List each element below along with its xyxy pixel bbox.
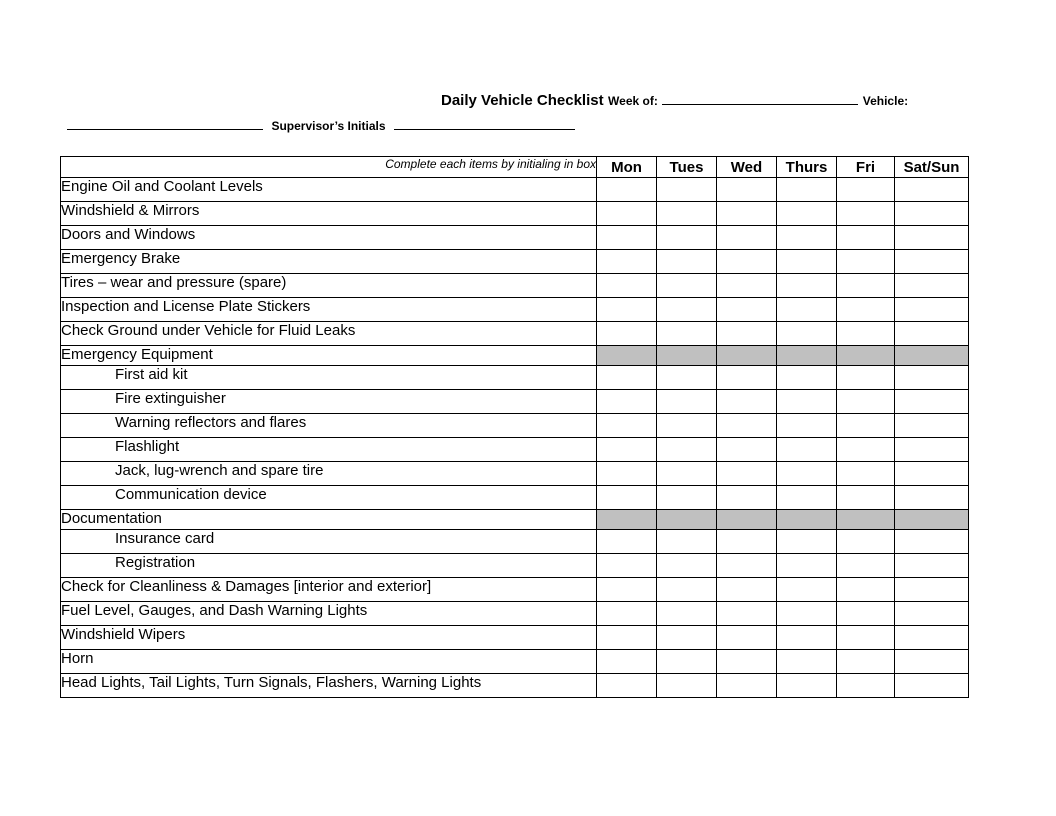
shaded-cell: [717, 510, 777, 530]
initial-box[interactable]: [717, 674, 777, 698]
initial-box[interactable]: [597, 554, 657, 578]
checklist-row: [61, 250, 969, 274]
initial-box[interactable]: [837, 366, 895, 390]
checklist-table: [60, 156, 969, 698]
initial-box[interactable]: [777, 366, 837, 390]
initial-box[interactable]: [895, 390, 969, 414]
checklist-row: [61, 298, 969, 322]
initial-box[interactable]: [837, 578, 895, 602]
initial-box[interactable]: [717, 274, 777, 298]
initial-box[interactable]: [597, 298, 657, 322]
checklist-row: [61, 626, 969, 650]
initial-box[interactable]: [717, 390, 777, 414]
initial-box[interactable]: [837, 322, 895, 346]
supervisor-initials-label: Supervisor’s Initials: [271, 119, 386, 133]
initial-box[interactable]: [597, 626, 657, 650]
initial-box[interactable]: [777, 178, 837, 202]
initial-box[interactable]: [777, 578, 837, 602]
initial-box[interactable]: [657, 274, 717, 298]
initial-box[interactable]: [895, 226, 969, 250]
initial-box[interactable]: [717, 250, 777, 274]
shaded-cell: [777, 510, 837, 530]
initial-box[interactable]: [777, 414, 837, 438]
shaded-cell: [657, 510, 717, 530]
item-label: Emergency Brake: [61, 250, 597, 274]
item-label: Fire extinguisher: [61, 390, 597, 414]
initial-box[interactable]: [837, 226, 895, 250]
section-row: [61, 346, 969, 366]
section-label: Documentation: [61, 510, 597, 530]
initial-box[interactable]: [657, 178, 717, 202]
initial-box[interactable]: [597, 414, 657, 438]
vehicle-label: Vehicle:: [862, 94, 909, 108]
initial-box[interactable]: [777, 390, 837, 414]
initial-box[interactable]: [777, 322, 837, 346]
initial-box[interactable]: [597, 322, 657, 346]
shaded-cell: [837, 346, 895, 366]
initial-box[interactable]: [597, 178, 657, 202]
item-label: Jack, lug-wrench and spare tire: [61, 462, 597, 486]
initial-box[interactable]: [597, 530, 657, 554]
initial-box[interactable]: [895, 322, 969, 346]
shaded-cell: [597, 346, 657, 366]
initial-box[interactable]: [895, 438, 969, 462]
item-label: Registration: [61, 554, 597, 578]
initial-box[interactable]: [777, 530, 837, 554]
initial-box[interactable]: [657, 602, 717, 626]
initial-box[interactable]: [837, 250, 895, 274]
item-label: First aid kit: [61, 366, 597, 390]
checklist-row: [61, 578, 969, 602]
initial-box[interactable]: [895, 486, 969, 510]
initial-box[interactable]: [837, 602, 895, 626]
initial-box[interactable]: [597, 650, 657, 674]
initial-box[interactable]: [895, 414, 969, 438]
shaded-cell: [895, 346, 969, 366]
shaded-cell: [837, 510, 895, 530]
initial-box[interactable]: [777, 554, 837, 578]
initial-box[interactable]: [657, 626, 717, 650]
item-label: Warning reflectors and flares: [61, 414, 597, 438]
initial-box[interactable]: [777, 438, 837, 462]
day-header-tues: Tues: [657, 157, 717, 178]
initial-box[interactable]: [657, 226, 717, 250]
initial-box[interactable]: [597, 438, 657, 462]
initial-box[interactable]: [895, 530, 969, 554]
initial-box[interactable]: [895, 250, 969, 274]
initial-box[interactable]: [717, 486, 777, 510]
initial-box[interactable]: [717, 602, 777, 626]
checklist-row: [61, 226, 969, 250]
initial-box[interactable]: [657, 650, 717, 674]
initial-box[interactable]: [597, 674, 657, 698]
initial-box[interactable]: [777, 650, 837, 674]
section-row: [61, 510, 969, 530]
day-header-thurs: Thurs: [777, 157, 837, 178]
shaded-cell: [657, 346, 717, 366]
initial-box[interactable]: [657, 366, 717, 390]
shaded-cell: [895, 510, 969, 530]
header-row: [61, 157, 969, 178]
initial-box[interactable]: [717, 626, 777, 650]
initial-box[interactable]: [777, 202, 837, 226]
initial-box[interactable]: [717, 554, 777, 578]
initial-box[interactable]: [597, 578, 657, 602]
checklist-row: [61, 486, 969, 510]
checklist-row: [61, 202, 969, 226]
item-label: Check for Cleanliness & Damages [interior and exterior]: [61, 578, 597, 602]
initial-box[interactable]: [777, 226, 837, 250]
checklist-row: [61, 462, 969, 486]
item-label: Engine Oil and Coolant Levels: [61, 178, 597, 202]
initial-box[interactable]: [717, 202, 777, 226]
initial-box[interactable]: [717, 366, 777, 390]
initial-box[interactable]: [837, 674, 895, 698]
initial-box[interactable]: [777, 602, 837, 626]
header-line-2: [67, 117, 575, 135]
section-label: Emergency Equipment: [61, 346, 597, 366]
supervisor-initials-field[interactable]: [394, 117, 575, 130]
day-header-mon: Mon: [597, 157, 657, 178]
initial-box[interactable]: [777, 674, 837, 698]
initial-box[interactable]: [657, 414, 717, 438]
checklist-row: [61, 178, 969, 202]
page-title: Daily Vehicle Checklist: [441, 92, 604, 109]
initial-box[interactable]: [837, 178, 895, 202]
shaded-cell: [777, 346, 837, 366]
item-label: Insurance card: [61, 530, 597, 554]
initial-box[interactable]: [837, 486, 895, 510]
initial-box[interactable]: [837, 462, 895, 486]
initial-box[interactable]: [597, 226, 657, 250]
instruction-text: Complete each items by initialing in box: [61, 157, 597, 178]
initial-box[interactable]: [717, 578, 777, 602]
header-line-1: [441, 92, 908, 110]
item-label: Windshield & Mirrors: [61, 202, 597, 226]
item-label: Windshield Wipers: [61, 626, 597, 650]
initial-box[interactable]: [657, 438, 717, 462]
vehicle-field[interactable]: [67, 117, 263, 130]
initial-box[interactable]: [837, 554, 895, 578]
initial-box[interactable]: [717, 226, 777, 250]
day-header-wed: Wed: [717, 157, 777, 178]
initial-box[interactable]: [657, 322, 717, 346]
initial-box[interactable]: [657, 486, 717, 510]
initial-box[interactable]: [597, 366, 657, 390]
item-label: Communication device: [61, 486, 597, 510]
initial-box[interactable]: [717, 650, 777, 674]
initial-box[interactable]: [777, 462, 837, 486]
initial-box[interactable]: [777, 274, 837, 298]
day-header-fri: Fri: [837, 157, 895, 178]
initial-box[interactable]: [717, 438, 777, 462]
item-label: Inspection and License Plate Stickers: [61, 298, 597, 322]
initial-box[interactable]: [895, 462, 969, 486]
initial-box[interactable]: [895, 366, 969, 390]
day-header-sat-sun: Sat/Sun: [895, 157, 969, 178]
initial-box[interactable]: [717, 414, 777, 438]
checklist-row: [61, 274, 969, 298]
initial-box[interactable]: [837, 414, 895, 438]
checklist-row: [61, 366, 969, 390]
initial-box[interactable]: [657, 390, 717, 414]
item-label: Doors and Windows: [61, 226, 597, 250]
initial-box[interactable]: [777, 626, 837, 650]
initial-box[interactable]: [777, 250, 837, 274]
initial-box[interactable]: [657, 578, 717, 602]
shaded-cell: [717, 346, 777, 366]
initial-box[interactable]: [717, 298, 777, 322]
item-label: Head Lights, Tail Lights, Turn Signals, Flashers, Warning Lights: [61, 674, 597, 698]
initial-box[interactable]: [777, 486, 837, 510]
initial-box[interactable]: [837, 298, 895, 322]
initial-box[interactable]: [597, 462, 657, 486]
item-label: Flashlight: [61, 438, 597, 462]
initial-box[interactable]: [657, 462, 717, 486]
initial-box[interactable]: [597, 274, 657, 298]
initial-box[interactable]: [837, 626, 895, 650]
initial-box[interactable]: [597, 250, 657, 274]
initial-box[interactable]: [895, 650, 969, 674]
item-label: Horn: [61, 650, 597, 674]
initial-box[interactable]: [717, 322, 777, 346]
item-label: Check Ground under Vehicle for Fluid Leaks: [61, 322, 597, 346]
item-label: Tires – wear and pressure (spare): [61, 274, 597, 298]
initial-box[interactable]: [895, 178, 969, 202]
checklist-row: [61, 414, 969, 438]
initial-box[interactable]: [777, 298, 837, 322]
checklist-row: [61, 674, 969, 698]
initial-box[interactable]: [657, 530, 717, 554]
initial-box[interactable]: [895, 626, 969, 650]
initial-box[interactable]: [895, 674, 969, 698]
initial-box[interactable]: [837, 650, 895, 674]
week-of-label: Week of:: [608, 94, 658, 108]
initial-box[interactable]: [657, 250, 717, 274]
initial-box[interactable]: [837, 202, 895, 226]
initial-box[interactable]: [895, 554, 969, 578]
checklist-row: [61, 438, 969, 462]
initial-box[interactable]: [895, 602, 969, 626]
initial-box[interactable]: [597, 486, 657, 510]
initial-box[interactable]: [837, 438, 895, 462]
initial-box[interactable]: [837, 530, 895, 554]
initial-box[interactable]: [597, 602, 657, 626]
week-of-field[interactable]: [662, 92, 858, 105]
checklist-row: [61, 530, 969, 554]
initial-box[interactable]: [895, 202, 969, 226]
checklist-row: [61, 602, 969, 626]
initial-box[interactable]: [717, 530, 777, 554]
checklist-row: [61, 390, 969, 414]
initial-box[interactable]: [597, 390, 657, 414]
item-label: Fuel Level, Gauges, and Dash Warning Lights: [61, 602, 597, 626]
checklist-row: [61, 650, 969, 674]
initial-box[interactable]: [717, 178, 777, 202]
checklist-row: [61, 322, 969, 346]
initial-box[interactable]: [895, 274, 969, 298]
initial-box[interactable]: [657, 554, 717, 578]
checklist-row: [61, 554, 969, 578]
initial-box[interactable]: [597, 202, 657, 226]
initial-box[interactable]: [837, 274, 895, 298]
initial-box[interactable]: [895, 578, 969, 602]
initial-box[interactable]: [657, 674, 717, 698]
initial-box[interactable]: [717, 462, 777, 486]
initial-box[interactable]: [837, 390, 895, 414]
initial-box[interactable]: [895, 298, 969, 322]
initial-box[interactable]: [657, 202, 717, 226]
shaded-cell: [597, 510, 657, 530]
initial-box[interactable]: [657, 298, 717, 322]
